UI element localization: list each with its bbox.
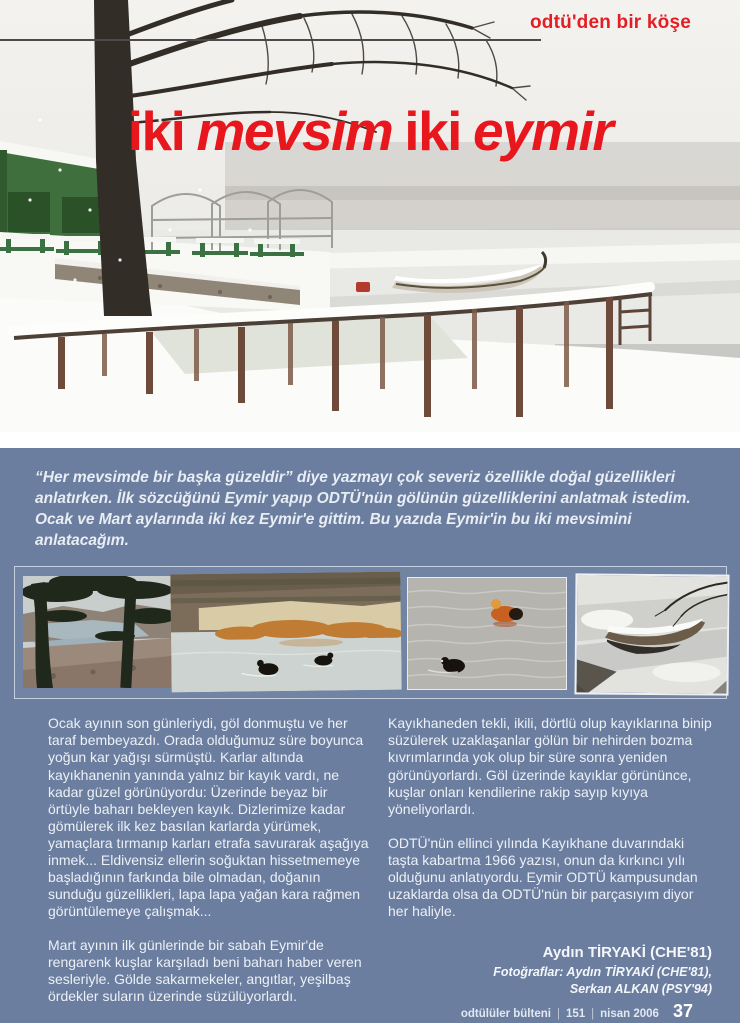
footer-issue: 151: [565, 1007, 586, 1020]
footer: [461, 1001, 693, 1022]
footer-date: nisan 2006: [600, 1007, 659, 1020]
footer-separator: |: [556, 1007, 560, 1020]
paragraph-march: Mart ayının ilk günlerinde bir sabah Eymir'de rengarenk kuşlar karşıladı beni baharı haber veren sesleriyle. Gölde sakarmekeler, angıtlar, yeşilbaş ördekler suların üzerinde süzülüyorlardı.: [48, 937, 362, 1005]
article-panel: [0, 448, 740, 1023]
paragraph-january: Ocak ayının son günleriydi, göl donmuştu ve her taraf bembeyazdı. Orada olduğumuz süre boyunca yoğun kar yağışı sürmüştü. Karlar altında kayıkhanenin yanında yalnız bir kayık vardı, ne kadar güzel görünüyordu: Üzerinde beyaz bir örtüyle baharı bekleyen kayık. Dizlerimize kadar gömülerek ilk kez basılan karlarda yürümek, yamaçlara tırmanıp karları etrafa savurarak aşağıya inmek... Eldivensiz ellerin soğuktan hissetmemeye başladığının farkında bile olmadan, doğanın sunduğu güzellikleri, lapa lapa yağan kara rağmen görüntülemeye çalışmak...: [48, 715, 369, 920]
footer-publication: odtülüler bülteni: [460, 1007, 551, 1020]
intro-paragraph: “Her mevsimde bir başka güzeldir” diye yazmayı çok severiz özellikle doğal güzellikleri anlatırken. İlk sözcüğünü Eymir yapıp ODTÜ'nün gölünün güzelliklerini anlatmak istedim. Ocak ve Mart aylarında iki kez Eymir'e gittim. Bu yazıda Eymir'in bu iki mevsimini anlatacağım.: [35, 468, 691, 549]
article-body: [48, 715, 712, 1022]
header-rule: [0, 39, 541, 41]
paragraph-boathouse: ODTÜ'nün ellinci yılında Kayıkhane duvarındaki taşta kabartma 1966 yazısı, onun da kırkıncı yılı olduğunu anlatıyordu. Eymir ODTÜ kampusundan uzaklarda olsa da ODTÜ'nün bir parçasıyım diyor her haliyle.: [388, 834, 698, 920]
photo-pine-lake-view: [23, 576, 171, 688]
photo-credit-line2: Serkan ALKAN (PSY'94): [569, 981, 712, 996]
photo-credit-line1: Fotoğraflar: Aydın TİRYAKİ (CHE'81),: [493, 965, 712, 980]
title-word-4: eymir: [472, 99, 613, 162]
title-word-3: iki: [404, 99, 461, 162]
photo-autumn-reeds-ducks: [170, 572, 401, 693]
photo-strip: [14, 566, 727, 699]
footer-separator: |: [591, 1007, 595, 1020]
title-word-1: iki: [127, 99, 185, 162]
photo-boat-on-ice: [574, 574, 729, 696]
author-name: Aydın TİRYAKİ (CHE'81): [542, 944, 712, 962]
paragraph-boats: Kayıkhaneden tekli, ikili, dörtlü olup kayıklarına binip süzülerek uzaklaşanlar gölün bir nehirden bozma kıvrımlarında yok olup bir süre sonra yeniden görünüyorlardı. Göl üzerinde kayıklar görününce, kuşlar onları kendilerine rakip sayıp kıyıya yöneliyorlardı.: [388, 715, 712, 817]
hero-section: [0, 0, 740, 432]
page-title: [0, 99, 740, 163]
column-right: [388, 715, 712, 1022]
byline: [388, 944, 712, 997]
title-word-2: mevsim: [196, 99, 393, 162]
page-number: 37: [672, 1000, 693, 1021]
section-kicker: odtü'den bir köşe: [530, 12, 691, 33]
hero-photo-snowy-pier: [0, 0, 740, 432]
column-left: [48, 715, 370, 1022]
photo-shelduck-and-coot: [408, 578, 566, 689]
